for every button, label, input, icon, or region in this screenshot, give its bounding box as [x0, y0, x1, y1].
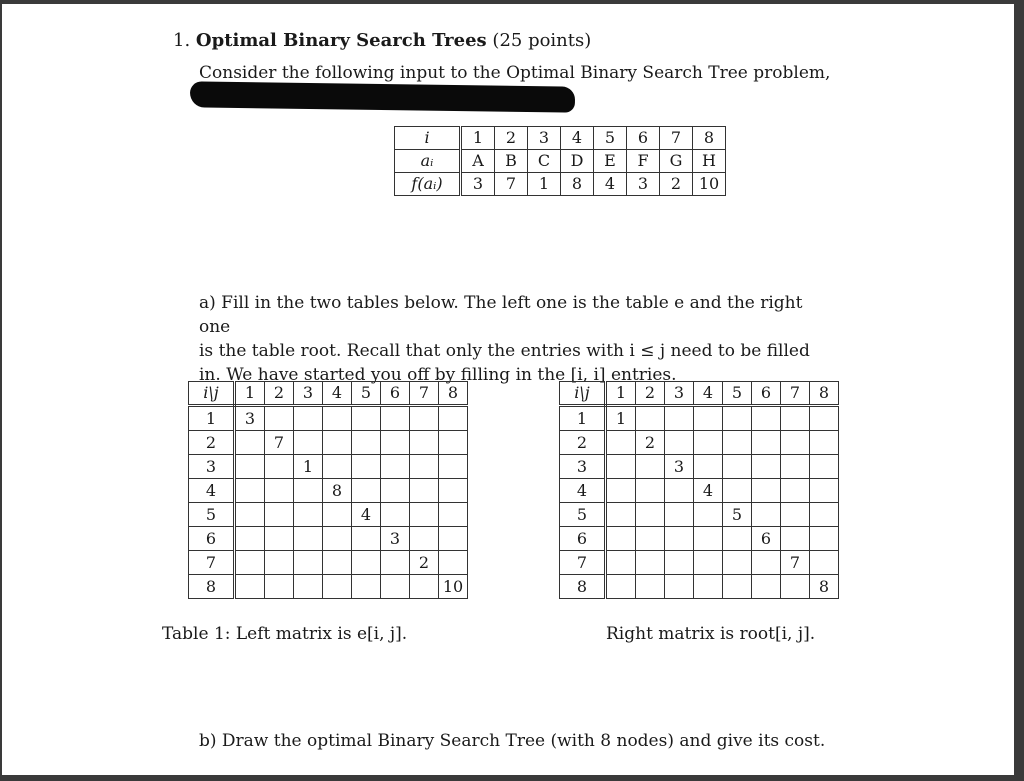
- matrix-root-cell[interactable]: [606, 551, 636, 575]
- matrix-root-cell[interactable]: [606, 575, 636, 599]
- matrix-root-cell[interactable]: [781, 455, 810, 479]
- matrix-row-header: 1: [560, 406, 606, 431]
- question-title: Optimal Binary Search Trees: [195, 30, 487, 51]
- matrix-e-cell[interactable]: [235, 551, 265, 575]
- matrix-e-cell[interactable]: [410, 503, 439, 527]
- matrix-row: [189, 527, 468, 551]
- matrix-row: [189, 551, 468, 575]
- matrix-root-cell[interactable]: [810, 455, 839, 479]
- input-table-row: [395, 150, 726, 173]
- matrix-e-cell[interactable]: [439, 479, 468, 503]
- matrix-e-cell[interactable]: [265, 406, 294, 431]
- matrix-row: [189, 503, 468, 527]
- input-table-cell: 7: [660, 127, 693, 150]
- matrix-e-cell[interactable]: [352, 527, 381, 551]
- matrix-e-cell[interactable]: [439, 406, 468, 431]
- matrix-column-header: 1: [235, 382, 265, 406]
- matrix-row-header: 5: [560, 503, 606, 527]
- matrix-row: [189, 479, 468, 503]
- matrix-e-cell[interactable]: [352, 455, 381, 479]
- matrix-row: [560, 455, 839, 479]
- matrix-e-cell[interactable]: [323, 431, 352, 455]
- matrix-root-cell[interactable]: [606, 455, 636, 479]
- matrix-row: [560, 431, 839, 455]
- matrix-column-header: 6: [752, 382, 781, 406]
- matrix-e-cell[interactable]: [294, 431, 323, 455]
- matrix-root-cell[interactable]: [810, 527, 839, 551]
- input-table-cell: H: [693, 150, 726, 173]
- matrix-root-cell[interactable]: [781, 431, 810, 455]
- input-table-cell: 2: [660, 173, 693, 196]
- matrix-e-cell[interactable]: [235, 431, 265, 455]
- matrix-root-cell[interactable]: [636, 527, 665, 551]
- matrix-root-cell[interactable]: [723, 527, 752, 551]
- matrix-root-cell[interactable]: [636, 479, 665, 503]
- matrix-e-cell[interactable]: [381, 575, 410, 599]
- matrix-column-header: 5: [352, 382, 381, 406]
- question-points: (25 points): [492, 30, 592, 51]
- matrix-root-cell[interactable]: [723, 575, 752, 599]
- matrix-row-header: 6: [560, 527, 606, 551]
- question-heading: [173, 30, 591, 51]
- part-a-line-1: a) Fill in the two tables below. The left one is the table e and the right one: [199, 293, 803, 337]
- matrix-column-header: 3: [294, 382, 323, 406]
- matrix-root-cell[interactable]: [694, 527, 723, 551]
- matrix-row-header: 2: [189, 431, 235, 455]
- matrix-e-table: [188, 381, 468, 599]
- matrix-row: [560, 551, 839, 575]
- input-table-cell: 2: [495, 127, 528, 150]
- input-table-cell: 1: [528, 173, 561, 196]
- matrix-e-cell[interactable]: [294, 551, 323, 575]
- matrix-root-cell[interactable]: [694, 503, 723, 527]
- matrix-row-header: 3: [560, 455, 606, 479]
- matrix-row-header: 6: [189, 527, 235, 551]
- matrix-e-cell[interactable]: [410, 575, 439, 599]
- matrix-root-cell[interactable]: [752, 503, 781, 527]
- matrix-root-cell[interactable]: [781, 479, 810, 503]
- input-table-cell: B: [495, 150, 528, 173]
- matrix-root-cell[interactable]: [665, 575, 694, 599]
- matrix-root-cell[interactable]: [694, 575, 723, 599]
- input-table-cell: 3: [461, 173, 495, 196]
- matrix-e-cell[interactable]: 3: [381, 527, 410, 551]
- matrix-root-cell[interactable]: 5: [723, 503, 752, 527]
- matrix-column-header: 8: [810, 382, 839, 406]
- document-page: [2, 4, 1014, 775]
- input-table-cell: 8: [561, 173, 594, 196]
- matrix-root-cell[interactable]: [752, 551, 781, 575]
- matrix-e-cell[interactable]: [265, 527, 294, 551]
- matrix-root-cell[interactable]: [752, 479, 781, 503]
- redaction-scribble: [190, 81, 575, 112]
- input-table-cell: 6: [627, 127, 660, 150]
- matrix-root-cell[interactable]: [810, 406, 839, 431]
- matrix-root-cell[interactable]: [694, 431, 723, 455]
- matrix-e-cell[interactable]: [294, 503, 323, 527]
- matrix-e-cell[interactable]: [410, 431, 439, 455]
- matrix-e-cell[interactable]: [235, 575, 265, 599]
- matrix-root-cell[interactable]: [810, 503, 839, 527]
- question-number: 1.: [173, 30, 191, 51]
- input-table-cell: G: [660, 150, 693, 173]
- matrix-row-header: 2: [560, 431, 606, 455]
- matrix-root-cell[interactable]: [781, 527, 810, 551]
- matrix-row-header: 4: [189, 479, 235, 503]
- matrix-row-header: 8: [189, 575, 235, 599]
- matrix-root-cell[interactable]: [694, 406, 723, 431]
- matrix-e-cell[interactable]: [323, 575, 352, 599]
- matrix-root-cell[interactable]: [810, 431, 839, 455]
- matrix-e-cell[interactable]: [265, 551, 294, 575]
- matrix-column-header: 2: [265, 382, 294, 406]
- matrix-e-cell[interactable]: [265, 455, 294, 479]
- matrix-row: [189, 575, 468, 599]
- matrix-e-cell[interactable]: [294, 527, 323, 551]
- matrix-e-cell[interactable]: 8: [323, 479, 352, 503]
- matrix-column-header: 4: [694, 382, 723, 406]
- matrix-row: [189, 406, 468, 431]
- matrix-e-cell[interactable]: [439, 527, 468, 551]
- matrix-row-header: 7: [560, 551, 606, 575]
- input-row-header: f(aᵢ): [395, 173, 461, 196]
- matrix-column-header: 4: [323, 382, 352, 406]
- matrix-root-cell[interactable]: 8: [810, 575, 839, 599]
- matrix-root-cell[interactable]: [752, 431, 781, 455]
- matrix-column-header: 8: [439, 382, 468, 406]
- matrix-e-cell[interactable]: [381, 406, 410, 431]
- matrix-root-cell[interactable]: [636, 503, 665, 527]
- caption-left: Table 1: Left matrix is e[i, j].: [162, 624, 408, 644]
- question-intro: Consider the following input to the Optimal Binary Search Tree problem,: [199, 63, 831, 83]
- part-a-line-2: is the table root. Recall that only the entries with i ≤ j need to be filled: [199, 341, 810, 361]
- matrix-header-row: [189, 382, 468, 406]
- matrix-row: [560, 479, 839, 503]
- matrix-root-cell[interactable]: [606, 503, 636, 527]
- caption-right: Right matrix is root[i, j].: [606, 624, 816, 644]
- matrix-row-header: 3: [189, 455, 235, 479]
- input-table-cell: A: [461, 150, 495, 173]
- matrix-e-cell[interactable]: [352, 575, 381, 599]
- matrix-e-cell[interactable]: [352, 479, 381, 503]
- input-table-cell: 4: [561, 127, 594, 150]
- matrix-e-cell[interactable]: [323, 503, 352, 527]
- matrix-root-cell[interactable]: [781, 503, 810, 527]
- matrix-e-cell[interactable]: [352, 406, 381, 431]
- part-a-line-3: in. We have started you off by filling in the [i, i] entries.: [199, 365, 677, 385]
- input-table-cell: 7: [495, 173, 528, 196]
- matrix-e-cell[interactable]: [294, 575, 323, 599]
- matrix-root-cell[interactable]: [752, 575, 781, 599]
- matrix-e-cell[interactable]: 2: [410, 551, 439, 575]
- input-table-cell: 5: [594, 127, 627, 150]
- input-row-header: i: [395, 127, 461, 150]
- matrix-e-cell[interactable]: 7: [265, 431, 294, 455]
- matrix-root-cell[interactable]: [781, 575, 810, 599]
- matrix-row: [560, 575, 839, 599]
- input-table-cell: 8: [693, 127, 726, 150]
- matrix-column-header: 1: [606, 382, 636, 406]
- matrix-e-cell[interactable]: [235, 455, 265, 479]
- matrix-root-cell[interactable]: [694, 551, 723, 575]
- matrix-e-cell[interactable]: [410, 455, 439, 479]
- input-table-cell: C: [528, 150, 561, 173]
- matrix-root-cell[interactable]: [636, 551, 665, 575]
- matrix-root-cell[interactable]: [636, 455, 665, 479]
- matrix-root-cell[interactable]: [606, 479, 636, 503]
- matrix-e-cell[interactable]: [323, 551, 352, 575]
- matrix-e-cell[interactable]: 1: [294, 455, 323, 479]
- input-table-cell: E: [594, 150, 627, 173]
- matrix-root-cell[interactable]: 1: [606, 406, 636, 431]
- input-table-row: [395, 173, 726, 196]
- part-b-text: b) Draw the optimal Binary Search Tree (with 8 nodes) and give its cost.: [199, 731, 826, 751]
- matrix-root-cell[interactable]: 6: [752, 527, 781, 551]
- matrix-e-cell[interactable]: [410, 406, 439, 431]
- matrix-root-cell[interactable]: [665, 479, 694, 503]
- matrix-e-cell[interactable]: [352, 431, 381, 455]
- matrix-root-table: [559, 381, 839, 599]
- matrix-root-cell[interactable]: [665, 431, 694, 455]
- input-table-cell: 3: [627, 173, 660, 196]
- matrix-e-cell[interactable]: [323, 527, 352, 551]
- matrix-row-header: 7: [189, 551, 235, 575]
- matrix-root-cell[interactable]: [606, 527, 636, 551]
- input-table-cell: 3: [528, 127, 561, 150]
- matrix-root-cell[interactable]: [810, 479, 839, 503]
- input-table: [394, 126, 726, 196]
- matrix-e-cell[interactable]: [439, 431, 468, 455]
- matrix-root-cell[interactable]: [752, 406, 781, 431]
- matrix-column-header: 7: [410, 382, 439, 406]
- matrix-root-cell[interactable]: [636, 406, 665, 431]
- matrix-e-cell[interactable]: 4: [352, 503, 381, 527]
- matrix-e-cell[interactable]: [381, 503, 410, 527]
- matrix-row: [560, 503, 839, 527]
- matrix-column-header: 5: [723, 382, 752, 406]
- matrix-e-cell[interactable]: [381, 455, 410, 479]
- matrix-root-cell[interactable]: [665, 527, 694, 551]
- matrix-root-cell[interactable]: [752, 455, 781, 479]
- matrix-e-cell[interactable]: 10: [439, 575, 468, 599]
- matrix-column-header: 7: [781, 382, 810, 406]
- matrix-root-cell[interactable]: [636, 575, 665, 599]
- matrix-row-header: 8: [560, 575, 606, 599]
- matrix-root-cell[interactable]: [665, 551, 694, 575]
- input-table-cell: 4: [594, 173, 627, 196]
- matrix-root-cell[interactable]: [723, 551, 752, 575]
- matrix-root-cell[interactable]: [694, 455, 723, 479]
- matrix-column-header: 3: [665, 382, 694, 406]
- matrix-root-cell[interactable]: 2: [636, 431, 665, 455]
- matrix-row: [189, 431, 468, 455]
- matrix-e-cell[interactable]: [381, 551, 410, 575]
- matrix-e-cell[interactable]: [235, 479, 265, 503]
- matrix-row-header: 5: [189, 503, 235, 527]
- matrix-root-cell[interactable]: [781, 406, 810, 431]
- matrix-column-header: 6: [381, 382, 410, 406]
- matrix-row: [560, 406, 839, 431]
- matrix-e-cell[interactable]: [323, 406, 352, 431]
- matrix-root-cell[interactable]: [723, 455, 752, 479]
- matrix-e-cell[interactable]: [381, 431, 410, 455]
- matrix-root-cell[interactable]: [665, 406, 694, 431]
- matrix-e-cell[interactable]: [323, 455, 352, 479]
- matrix-row: [189, 455, 468, 479]
- matrix-e-cell[interactable]: [352, 551, 381, 575]
- matrix-e-cell[interactable]: [265, 575, 294, 599]
- matrix-e-cell[interactable]: [294, 479, 323, 503]
- matrix-root-cell[interactable]: 7: [781, 551, 810, 575]
- matrix-root-cell[interactable]: 3: [665, 455, 694, 479]
- matrix-e-cell[interactable]: [410, 479, 439, 503]
- matrix-e-cell[interactable]: [235, 503, 265, 527]
- input-row-header: aᵢ: [395, 150, 461, 173]
- matrix-header-row: [560, 382, 839, 406]
- matrix-root-cell[interactable]: 4: [694, 479, 723, 503]
- matrix-root-cell[interactable]: [810, 551, 839, 575]
- matrix-e-cell[interactable]: [235, 527, 265, 551]
- input-table-cell: 10: [693, 173, 726, 196]
- matrix-e-cell[interactable]: [265, 479, 294, 503]
- matrix-root-cell[interactable]: [723, 431, 752, 455]
- matrix-e-cell[interactable]: 3: [235, 406, 265, 431]
- matrix-e-cell[interactable]: [265, 503, 294, 527]
- matrix-e-cell[interactable]: [381, 479, 410, 503]
- input-table-cell: F: [627, 150, 660, 173]
- matrix-root-cell[interactable]: [723, 406, 752, 431]
- matrix-e-cell[interactable]: [410, 527, 439, 551]
- matrix-e-cell[interactable]: [439, 503, 468, 527]
- matrix-root-cell[interactable]: [723, 479, 752, 503]
- matrix-row-header: 1: [189, 406, 235, 431]
- matrix-e-cell[interactable]: [439, 455, 468, 479]
- input-table-row: [395, 127, 726, 150]
- matrix-e-cell[interactable]: [439, 551, 468, 575]
- matrix-corner-label: i\j: [560, 382, 606, 406]
- part-a-text: [199, 291, 839, 387]
- input-table-cell: 1: [461, 127, 495, 150]
- matrix-e-cell[interactable]: [294, 406, 323, 431]
- matrix-row-header: 4: [560, 479, 606, 503]
- input-table-cell: D: [561, 150, 594, 173]
- matrix-row: [560, 527, 839, 551]
- matrix-root-cell[interactable]: [606, 431, 636, 455]
- matrix-root-cell[interactable]: [665, 503, 694, 527]
- matrix-corner-label: i\j: [189, 382, 235, 406]
- matrix-column-header: 2: [636, 382, 665, 406]
